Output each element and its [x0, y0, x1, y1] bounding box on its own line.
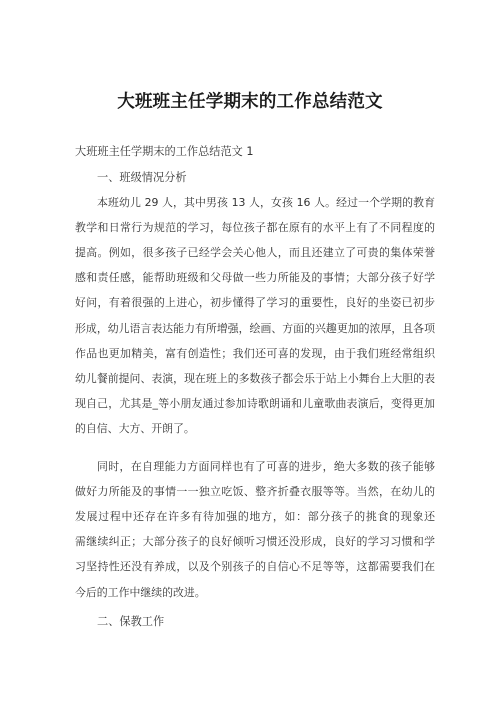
paragraph-line: 做好力所能及的事情一一独立吃饭、整齐折叠衣服等等。当然，在幼儿的	[75, 485, 435, 498]
paragraph-line: 感和责任感，能帮助班级和父母做一些力所能及的事情；大部分孩子好学	[75, 271, 435, 284]
paragraph-line: 今后的工作中继续的改进。	[75, 586, 206, 599]
paragraph-line: 形成，幼儿语言表达能力有所增强，绘画、方面的兴趣更加的浓厚，且各项	[75, 322, 435, 335]
paragraph-line: 教学和日常行为规范的学习，每位孩子都在原有的水平上有了不同程度的	[75, 221, 435, 234]
paragraph-line: 现自己，尤其是_等小朋友通过参加诗歌朗诵和儿童歌曲表演后，变得更加	[75, 397, 435, 410]
page-title: 大班班主任学期末的工作总结范文	[117, 92, 383, 112]
paragraph-line: 幼儿餐前提问、表演，现在班上的多数孩子都会乐于站上小舞台上大胆的表	[75, 372, 435, 385]
paragraph-line: 提高。例如，很多孩子已经学会关心他人，而且还建立了可贵的集体荣誉	[75, 246, 435, 259]
paragraph-line: 作品也更加精美，富有创造性；我们还可喜的发现，由于我们班经常组织	[75, 347, 435, 360]
paragraph-line: 需继续纠正；大部分孩子的良好倾听习惯还没形成，良好的学习习惯和学	[75, 535, 435, 548]
paragraph-line: 同时，在自理能力方面同样也有了可喜的进步，绝大多数的孩子能够	[97, 460, 435, 473]
paragraph-line: 的自信、大方、开朗了。	[75, 422, 195, 435]
paragraph-line: 本班幼儿 29 人，其中男孩 13 人，女孩 16 人。经过一个学期的教育	[97, 196, 435, 209]
section-heading-care-education: 二、保教工作	[97, 615, 165, 628]
paragraph-line: 好问，有着很强的上进心，初步懂得了学习的重要性，良好的坐姿已初步	[75, 296, 435, 309]
paragraph-line: 习坚持性还没有养成，以及个别孩子的自信心不足等等，这都需要我们在	[75, 560, 435, 573]
document-subtitle: 大班班主任学期末的工作总结范文 1	[75, 145, 254, 158]
paragraph-line: 发展过程中还存在许多有待加强的地方，如：部分孩子的挑食的现象还	[75, 510, 435, 523]
section-heading-class-analysis: 一、班级情况分析	[97, 171, 187, 184]
